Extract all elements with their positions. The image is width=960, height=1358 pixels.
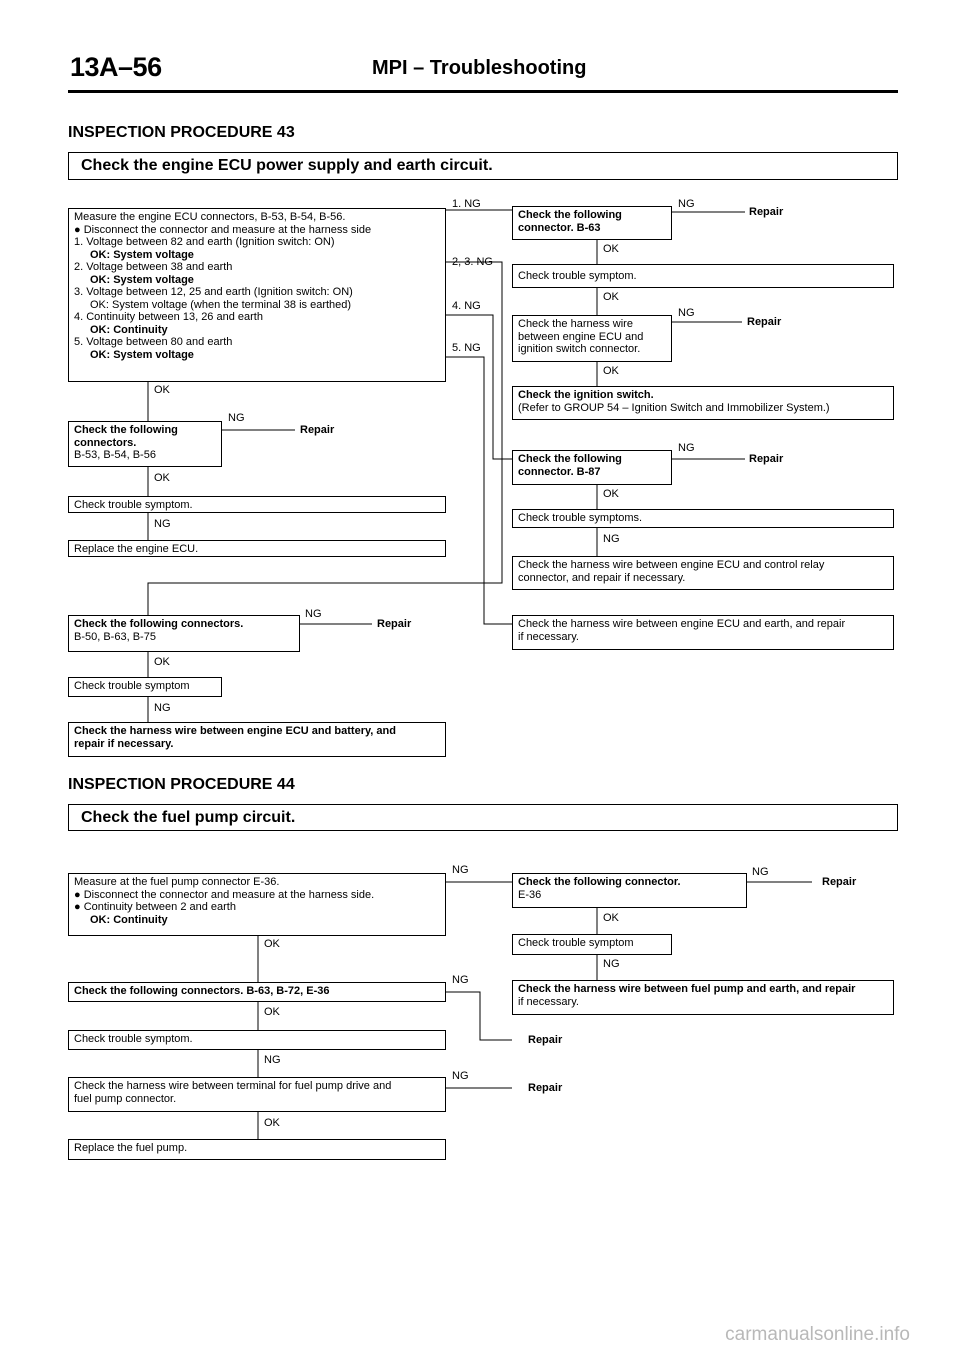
text-line: Check the harness wire between engine ECU and earth, and repair xyxy=(518,618,846,630)
text-line: B-53, B-54, B-56 xyxy=(74,449,156,461)
text-line: ● Disconnect the connector and measure at the harness side xyxy=(74,223,372,236)
repair-label: Repair xyxy=(822,876,857,888)
harness-control-relay-box xyxy=(512,556,894,590)
text-line: OK: System voltage xyxy=(90,273,194,286)
ng-label: NG xyxy=(452,974,469,986)
branch-label-5ng: 5. NG xyxy=(452,342,481,354)
check-ignition-switch-box xyxy=(512,386,894,420)
ok-label: OK xyxy=(603,291,619,303)
repair-label: Repair xyxy=(377,618,412,630)
text-line: Check trouble symptom xyxy=(74,680,190,692)
text-line: Measure at the fuel pump connector E-36. xyxy=(74,876,280,888)
ng-label: NG xyxy=(678,198,695,210)
ng-label: NG xyxy=(752,866,769,878)
text-line: Check trouble symptom. xyxy=(518,270,637,282)
text-line: Check the following xyxy=(518,453,622,465)
ok-label: OK xyxy=(603,365,619,377)
harness-ignition-box xyxy=(512,315,672,362)
text-line: 2. Voltage between 38 and earth xyxy=(74,261,233,273)
text-line: ● Continuity between 2 and earth xyxy=(74,901,236,913)
repair-label: Repair xyxy=(749,453,784,465)
text-line: 4. Continuity between 13, 26 and earth xyxy=(74,311,263,323)
ok-label: OK xyxy=(264,1117,280,1129)
text-line: Replace the fuel pump. xyxy=(74,1142,188,1154)
text-line: 1. Voltage between 82 and earth (Ignition switch: ON) xyxy=(74,236,335,248)
text-line: if necessary. xyxy=(518,630,579,643)
ok-label: OK xyxy=(603,488,619,500)
text-line: Check trouble symptom xyxy=(518,937,634,949)
repair-label: Repair xyxy=(749,206,784,218)
check-trouble-right-box-44 xyxy=(512,934,672,955)
ng-label: NG xyxy=(603,533,620,545)
text-line: Replace the engine ECU. xyxy=(74,543,199,555)
repair-label: Repair xyxy=(528,1082,563,1094)
ok-label: OK xyxy=(154,384,170,396)
text-line: Check the following xyxy=(74,424,178,436)
text-line: connector. B-87 xyxy=(518,465,601,478)
text-line: Check the following connectors. B-63, B-72, E-36 xyxy=(74,985,330,997)
text-line: fuel pump connector. xyxy=(74,1092,177,1105)
measure-fuel-pump-box xyxy=(68,873,446,936)
check-trouble-right-box xyxy=(512,264,894,288)
text-line: Check trouble symptoms. xyxy=(518,512,643,524)
branch-label-1ng: 1. NG xyxy=(452,198,481,210)
procedure-44-heading: INSPECTION PROCEDURE 44 xyxy=(68,776,295,793)
check-connector-b63-box xyxy=(512,206,672,240)
repair-label: Repair xyxy=(300,424,335,436)
ok-label: OK xyxy=(264,938,280,950)
branch-label-4ng: 4. NG xyxy=(452,300,481,312)
text-line: OK: Continuity xyxy=(90,323,168,336)
text-line: B-50, B-63, B-75 xyxy=(74,630,156,643)
text-line: (Refer to GROUP 54 – Ignition Switch and Immobilizer System.) xyxy=(518,401,830,414)
watermark: carmanualsonline.info xyxy=(725,1324,910,1345)
check-connectors-b53-box xyxy=(68,421,222,467)
ok-label: OK xyxy=(154,656,170,668)
procedure-44-banner: Check the fuel pump circuit. xyxy=(68,804,898,831)
check-connectors-b63-b72-box xyxy=(68,982,446,1002)
page-number: 13A–56 xyxy=(70,52,162,82)
text-line: between engine ECU and xyxy=(518,330,644,343)
check-trouble-symptoms-box xyxy=(512,509,894,528)
ng-label: NG xyxy=(264,1054,281,1066)
text-line: if necessary. xyxy=(518,995,579,1008)
replace-fuel-pump-box xyxy=(68,1139,446,1160)
text-line: 5. Voltage between 80 and earth xyxy=(74,336,233,348)
harness-drive-box xyxy=(68,1077,446,1112)
measure-ecu-box xyxy=(68,208,446,382)
check-connector-b87-box xyxy=(512,450,672,485)
check-connector-e36-box xyxy=(512,873,747,908)
ng-label: NG xyxy=(452,864,469,876)
replace-ecu-box xyxy=(68,540,446,557)
text-line: connector. B-63 xyxy=(518,221,601,234)
ng-label: NG xyxy=(228,412,245,424)
text-line: OK: System voltage xyxy=(90,348,194,361)
ng-label: NG xyxy=(154,702,171,714)
text-line: Measure the engine ECU connectors, B-53, B-54, B-56. xyxy=(74,211,346,223)
ng-label: NG xyxy=(603,958,620,970)
text-line: Check the harness wire between engine ECU and battery, and xyxy=(74,725,396,737)
branch-label-23ng: 2, 3. NG xyxy=(452,256,493,268)
text-line: 3. Voltage between 12, 25 and earth (Ignition switch: ON) xyxy=(74,286,353,298)
harness-pump-earth-box xyxy=(512,980,894,1015)
text-line: Check the following connector. xyxy=(518,876,681,888)
text-line: Check the harness wire between terminal for fuel pump drive and xyxy=(74,1080,392,1092)
text-line: Check the following xyxy=(518,209,622,221)
text-line: Check trouble symptom. xyxy=(74,1033,193,1045)
text-line: Check the following connectors. xyxy=(74,618,244,630)
text-line: Check trouble symptom. xyxy=(74,499,193,511)
text-line: Check the harness wire between fuel pump and earth, and repair xyxy=(518,983,856,995)
harness-earth-box xyxy=(512,615,894,650)
procedure-43-banner: Check the engine ECU power supply and earth circuit. xyxy=(68,152,898,180)
text-line: connector, and repair if necessary. xyxy=(518,571,686,584)
ng-label: NG xyxy=(452,1070,469,1082)
ok-label: OK xyxy=(154,472,170,484)
text-line: Check the harness wire xyxy=(518,318,633,330)
text-line: Check the ignition switch. xyxy=(518,389,654,401)
procedure-43-heading: INSPECTION PROCEDURE 43 xyxy=(68,124,295,141)
text-line: OK: System voltage (when the terminal 38 is earthed) xyxy=(90,298,352,311)
text-line: ignition switch connector. xyxy=(518,343,641,355)
repair-label: Repair xyxy=(528,1034,563,1046)
ng-label: NG xyxy=(154,518,171,530)
check-trouble-box xyxy=(68,496,446,513)
check-connectors-b50-box xyxy=(68,615,300,652)
repair-label: Repair xyxy=(747,316,782,328)
ng-label: NG xyxy=(305,608,322,620)
text-line: OK: System voltage xyxy=(90,248,194,261)
ok-label: OK xyxy=(603,912,619,924)
page-title: MPI – Troubleshooting xyxy=(372,57,587,79)
text-line: Check the harness wire between engine ECU and control relay xyxy=(518,559,825,571)
text-line: E-36 xyxy=(518,888,542,901)
text-line: connectors. xyxy=(74,436,137,449)
check-trouble-box-2 xyxy=(68,677,222,697)
text-line: ● Disconnect the connector and measure at the harness side. xyxy=(74,888,375,901)
harness-battery-box xyxy=(68,722,446,757)
check-trouble-box-44 xyxy=(68,1030,446,1050)
text-line: repair if necessary. xyxy=(74,737,174,750)
text-line: OK: Continuity xyxy=(90,913,168,926)
ng-label: NG xyxy=(678,307,695,319)
ok-label: OK xyxy=(264,1006,280,1018)
ok-label: OK xyxy=(603,243,619,255)
ng-label: NG xyxy=(678,442,695,454)
